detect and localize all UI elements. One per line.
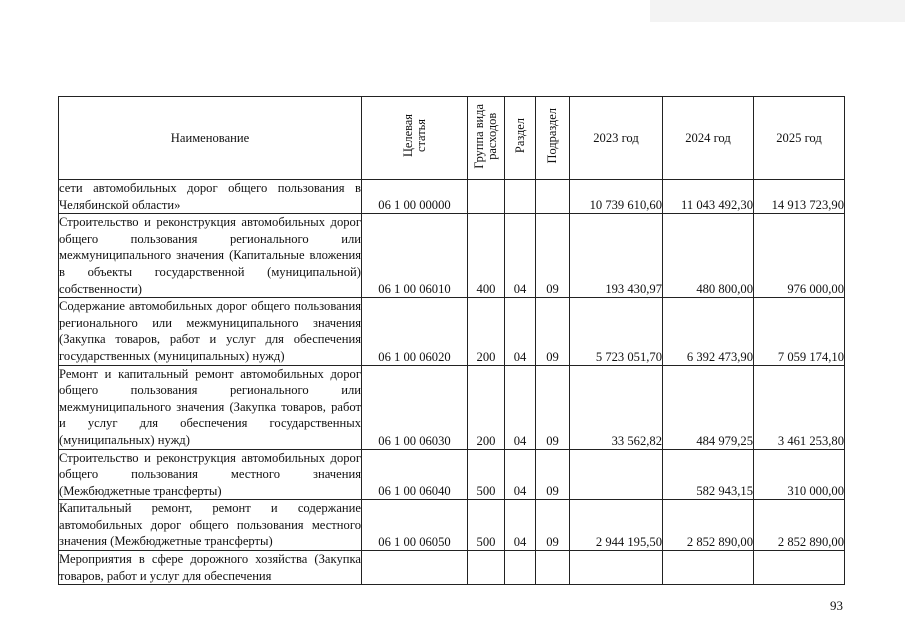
header-year-2023: 2023 год [570, 97, 663, 180]
header-subsection: Подраздел [536, 97, 570, 180]
row-target-article [362, 551, 468, 585]
row-section: 04 [505, 298, 536, 365]
row-target-article: 06 1 00 06030 [362, 365, 468, 449]
table-row [59, 449, 845, 500]
row-expense-group: 200 [468, 365, 505, 449]
row-value-2024: 480 800,00 [663, 214, 754, 298]
row-value-2024: 582 943,15 [663, 449, 754, 500]
row-subsection [536, 551, 570, 585]
row-target-article: 06 1 00 06050 [362, 500, 468, 551]
table-row [59, 298, 845, 365]
row-name: Ремонт и капитальный ремонт автомобильных дорог общего пользования регионального или межмуниципального значения (Закупка товаров, работ и услуг для обеспечения государственных (муниципальных) нужд) [59, 365, 362, 449]
row-value-2023: 2 944 195,50 [570, 500, 663, 551]
row-subsection: 09 [536, 214, 570, 298]
row-name: сети автомобильных дорог общего пользования в Челябинской области» [59, 180, 362, 214]
row-section: 04 [505, 500, 536, 551]
row-value-2023 [570, 449, 663, 500]
row-expense-group [468, 551, 505, 585]
row-section: 04 [505, 214, 536, 298]
row-value-2025: 3 461 253,80 [754, 365, 845, 449]
header-name: Наименование [59, 97, 362, 180]
row-subsection [536, 180, 570, 214]
row-value-2023: 10 739 610,60 [570, 180, 663, 214]
row-name: Мероприятия в сфере дорожного хозяйства (Закупка товаров, работ и услуг для обеспечения [59, 551, 362, 585]
row-value-2025 [754, 551, 845, 585]
row-target-article: 06 1 00 06020 [362, 298, 468, 365]
row-section [505, 180, 536, 214]
header-target-article: Целевая статья [362, 97, 468, 180]
table-row [59, 214, 845, 298]
row-value-2023 [570, 551, 663, 585]
row-target-article: 06 1 00 00000 [362, 180, 468, 214]
row-value-2025: 310 000,00 [754, 449, 845, 500]
table-header-row [59, 97, 845, 180]
row-value-2024 [663, 551, 754, 585]
table-row [59, 365, 845, 449]
row-expense-group: 400 [468, 214, 505, 298]
row-value-2023: 5 723 051,70 [570, 298, 663, 365]
table-row [59, 500, 845, 551]
row-value-2023: 33 562,82 [570, 365, 663, 449]
row-expense-group: 500 [468, 449, 505, 500]
page-number: 93 [830, 598, 843, 613]
row-subsection: 09 [536, 500, 570, 551]
row-subsection: 09 [536, 298, 570, 365]
row-subsection: 09 [536, 449, 570, 500]
row-name: Строительство и реконструкция автомобильных дорог общего пользования местного значения (Межбюджетные трансферты) [59, 449, 362, 500]
row-value-2024: 2 852 890,00 [663, 500, 754, 551]
row-expense-group: 200 [468, 298, 505, 365]
row-target-article: 06 1 00 06010 [362, 214, 468, 298]
row-value-2025: 976 000,00 [754, 214, 845, 298]
row-target-article: 06 1 00 06040 [362, 449, 468, 500]
table-row [59, 551, 845, 585]
header-expense-group: Группа вида расходов [468, 97, 505, 180]
row-section: 04 [505, 449, 536, 500]
header-year-2025: 2025 год [754, 97, 845, 180]
row-section [505, 551, 536, 585]
row-expense-group: 500 [468, 500, 505, 551]
row-section: 04 [505, 365, 536, 449]
table-row [59, 180, 845, 214]
header-year-2024: 2024 год [663, 97, 754, 180]
row-name: Содержание автомобильных дорог общего пользования регионального или межмуниципального значения (Закупка товаров, работ и услуг для обеспечения государственных (муниципальных) нужд) [59, 298, 362, 365]
header-section: Раздел [505, 97, 536, 180]
row-expense-group [468, 180, 505, 214]
row-subsection: 09 [536, 365, 570, 449]
row-value-2025: 2 852 890,00 [754, 500, 845, 551]
row-value-2024: 484 979,25 [663, 365, 754, 449]
row-name: Строительство и реконструкция автомобильных дорог общего пользования регионального или межмуниципального значения (Капитальные вложения в объекты государственной (муниципальной) собственности) [59, 214, 362, 298]
row-value-2024: 6 392 473,90 [663, 298, 754, 365]
row-value-2024: 11 043 492,30 [663, 180, 754, 214]
row-name: Капитальный ремонт, ремонт и содержание автомобильных дорог общего пользования местного значения (Межбюджетные трансферты) [59, 500, 362, 551]
scan-corner-shade [650, 0, 905, 22]
budget-table [58, 96, 845, 585]
row-value-2025: 7 059 174,10 [754, 298, 845, 365]
row-value-2025: 14 913 723,90 [754, 180, 845, 214]
row-value-2023: 193 430,97 [570, 214, 663, 298]
